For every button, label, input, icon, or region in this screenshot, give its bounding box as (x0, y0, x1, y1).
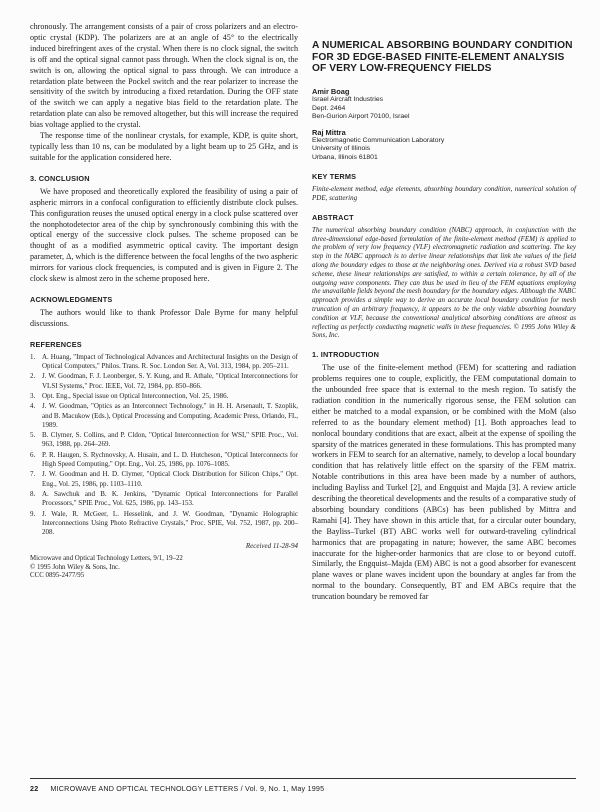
reference-text: J. Wale, R. McGeer, L. Hesselink, and J. W. Goodman, "Dynamic Holographic Interconnections Using Photo Refractive Crystals," Proc. SPIE, Vol. 752, 1987, pp. 200–208. (42, 509, 298, 536)
author-affiliation: Urbana, Illinois 61801 (312, 153, 378, 161)
author-block (312, 87, 576, 122)
references-heading: REFERENCES (30, 339, 82, 349)
reference-number: 9. (30, 509, 36, 518)
footer-rule (30, 778, 576, 779)
left-column (30, 22, 298, 581)
reference-number: 1. (30, 352, 36, 361)
page-number: 22 (30, 784, 39, 793)
reference-item (30, 451, 298, 469)
reference-text: Opt. Eng., Special issue on Optical Interconnection, Vol. 25, 1986. (42, 391, 229, 400)
page-footer (30, 778, 576, 793)
conclusion-text: We have proposed and theoretically explored the feasibility of using a pair of aspheric mirrors in a confocal configuration to efficiently distribute clock pulses. This configuration reuses the unused optical energy in a clock pulse scattered over the nonphotodetector area of the chip by synchronously combining this with the optical energy of the successive clock pulses. The scheme proposed can be thought of as a modified asymmetric optical cavity. The important design parameter, Δ, which is the difference between the focal lengths of the two aspheric mirrors for various clock frequencies, is computed and is given in Figure 2. The clock skew is almost zero in the scheme proposed here. (30, 186, 298, 284)
reference-number: 7. (30, 470, 36, 479)
article-title: A NUMERICAL ABSORBING BOUNDARY CONDITION FOR 3D EDGE-BASED FINITE-ELEMENT ANALYSIS OF VERY LOW-FREQUENCY FIELDS (312, 40, 573, 75)
footer-line (30, 784, 576, 793)
reference-text: A. Sawchuk and B. K. Jenkins, "Dynamic Optical Interconnections for Parallel Processors," SPIE Proc., Vol. 625, 1986, pp. 143–153. (42, 489, 298, 508)
conclusion-heading: 3. CONCLUSION (30, 173, 90, 183)
author-affiliation: Ben-Gurion Airport 70100, Israel (312, 113, 410, 121)
reference-text: A. Huang, "Impact of Technological Advances and Architectural Insights on the Design of Optical Computers," Philos. Trans. R. Soc. London Ser. A, Vol. 313, 1984, pp. 205–211. (42, 352, 298, 370)
reference-item (30, 353, 298, 371)
reference-item (30, 402, 298, 430)
reference-number: 5. (30, 431, 36, 440)
author-block (312, 128, 576, 163)
reference-text: B. Clymer, S. Collins, and P. Cldon, "Optical Interconnection for WSI," SPIE Proc., Vol. 963, 1988, pp. 264–269. (42, 431, 298, 449)
reference-text: J. W. Goodman, F. J. Leonberger, S. Y. Kung, and R. Athale, "Optical Interconnections for VLSI Systems," Proc. IEEE, Vol. 72, 1984, pp. 850–866. (42, 372, 298, 390)
reference-item (30, 392, 298, 401)
author-name: Amir Boag (312, 86, 350, 96)
reference-number: 2. (30, 372, 36, 381)
reference-number: 6. (30, 450, 36, 459)
abstract-heading: ABSTRACT (312, 212, 354, 222)
paragraph-optical-switch: chronously. The arrangement consists of a pair of cross polarizers and an electro-optic crystal (KDP). The polarizers are at an angle of 45° to the electrically induced birefringent axes of the crystal. When there is no clock signal, the switch is off and the optical signal cannot pass through. When the clock signal is on, the switch is on, allowing the optical signal to pass through. We can introduce a retardation plate between the Pockel switch and the rear polarizer to increase the sensitivity of the switch by introducing a fixed retardation. During the OFF state of the switch we can apply a negative bias field to the retardation plate. The retardation plate can also be removed altogether, but this will increase the required bias voltage applied to the crystal. (30, 22, 298, 130)
reference-number: 4. (30, 402, 36, 411)
reference-item (30, 470, 298, 488)
journal-info (30, 555, 298, 581)
key-terms-heading: KEY TERMS (312, 172, 357, 182)
received-date: Received 11-28-94 (245, 542, 298, 551)
author-name: Raj Mittra (312, 127, 346, 137)
reference-number: 3. (30, 391, 36, 400)
acknowledgments-text: The authors would like to thank Professor Dale Byrne for many helpful discussions. (30, 307, 298, 328)
author-affiliation: Israel Aircraft Industries (312, 96, 384, 104)
abstract-text: The numerical absorbing boundary condition (NABC) approach, in conjunction with the three-dimensional edge-based formulation of the finite-element method (FEM) is applied to the problem of very low frequency (VLF) electromagnetic radiation and scattering. The key step in the NABC approach is to derive linear relationships that link the values of the field along the boundary edges to those at the neighboring ones. Derived via a robust SVD based scheme, these linear relationships are satisfied, to within a certain tolerance, by all of the outgoing wave components. They can thus be used in lieu of the FEM equations employing the unavailable fields beyond the mesh boundary for the boundary edges. Although the NABC approach provides a simple way to derive an accurate local boundary condition for mesh truncation of an arbitrary frequency, it appears to be the only viable absorbing boundary condition at VLF, because the conventional analytical absorbing conditions are almost as reflecting as perfectly conducting magnetic walls in these frequencies. © 1995 John Wiley & Sons, Inc. (312, 225, 576, 340)
right-column (312, 22, 576, 603)
journal-citation: Microwave and Optical Technology Letters, 9/1, 19–22 (30, 555, 183, 563)
reference-text: P. R. Haugen, S. Rychnovsky, A. Husain, and L. D. Hutcheson, "Optical Interconnects for High Speed Computing," Opt. Eng., Vol. 25, 1986, pp. 1076–1085. (42, 450, 298, 468)
introduction-text: The use of the finite-element method (FEM) for scattering and radiation problems requires one to couple, explicitly, the FEM computational domain to the unbounded free space that is external to the mesh region. To satisfy the radiation condition in the numerically rigorous sense, the FEM solution can either be matched to a modal expansion, or be combined with the MoM (also referred to as the boundary element method) [1]. Both approaches lead to nonlocal boundary conditions that are exact, albeit at the expense of spoiling the sparsity of the matrices generated in these formulations. This has prompted many workers in FEM to search for an alternative, namely, to develop a local boundary condition that has relatively little effect on the sparsity of the FEM matrix. Notable contributions in this area have been made by a number of authors, including Bayliss and Turkel [2], and Engquist and Majda [3]. A review article describing the theoretical developments and the results of a comparative study of absorbing boundary conditions (ABCs) has been published by Mittra and Ramahi [4]. They have shown in this article that, for a circular outer boundary, the Bayliss–Turkel (BT) ABC works well for outward-traveling cylindrical harmonics that are propagating in nature; however, the same ABC becomes inaccurate for the higher-order harmonics that are close to or beyond cutoff. Similarly, the Engquist–Majda (EM) ABC is not a good absorber for evanescent plane waves or plane waves incident upon the boundary at angles far from the normal to the boundary. Consequently, BT and EM ABCs require that the truncation boundary be removed far (312, 363, 576, 602)
introduction-heading: 1. INTRODUCTION (312, 350, 380, 360)
reference-text: J. W. Goodman and H. D. Clymer, "Optical Clock Distribution for Silicon Chips," Opt. Eng., Vol. 25, 1986, pp. 1103–1110. (42, 470, 298, 488)
paragraph-response-time: The response time of the nonlinear crystals, for example, KDP, is quite short, typically less than 10 ns, can be modulated by a light beam up to 25 GHz, and is suitable for the application considered here. (30, 131, 298, 162)
reference-item (30, 490, 298, 508)
reference-item (30, 372, 298, 390)
reference-text: J. W. Goodman, "Optics as an Interconnect Technology," in H. H. Arsenault, T. Szoplik, and B. Macukow (Eds.), Optical Processing and Computing, Academic Press, Orlando, FL, 1989. (42, 402, 298, 429)
running-head: MICROWAVE AND OPTICAL TECHNOLOGY LETTERS / Vol. 9, No. 1, May 1995 (50, 784, 325, 793)
reference-item (30, 431, 298, 449)
reference-item (30, 510, 298, 538)
ccc-code: CCC 0895-2477/95 (30, 572, 85, 580)
reference-number: 8. (30, 489, 36, 498)
acknowledgments-heading: ACKNOWLEDGMENTS (30, 294, 113, 304)
author-affiliation: Dept. 2464 (312, 104, 346, 112)
author-affiliation: University of Illinois (312, 145, 371, 153)
key-terms-text: Finite-element method, edge elements, absorbing boundary condition, numerical solution of PDE, scattering (312, 185, 576, 203)
references-list (30, 353, 298, 537)
copyright-line: © 1995 John Wiley & Sons, Inc. (30, 563, 120, 571)
author-affiliation: Electromagnetic Communication Laboratory (312, 137, 445, 144)
